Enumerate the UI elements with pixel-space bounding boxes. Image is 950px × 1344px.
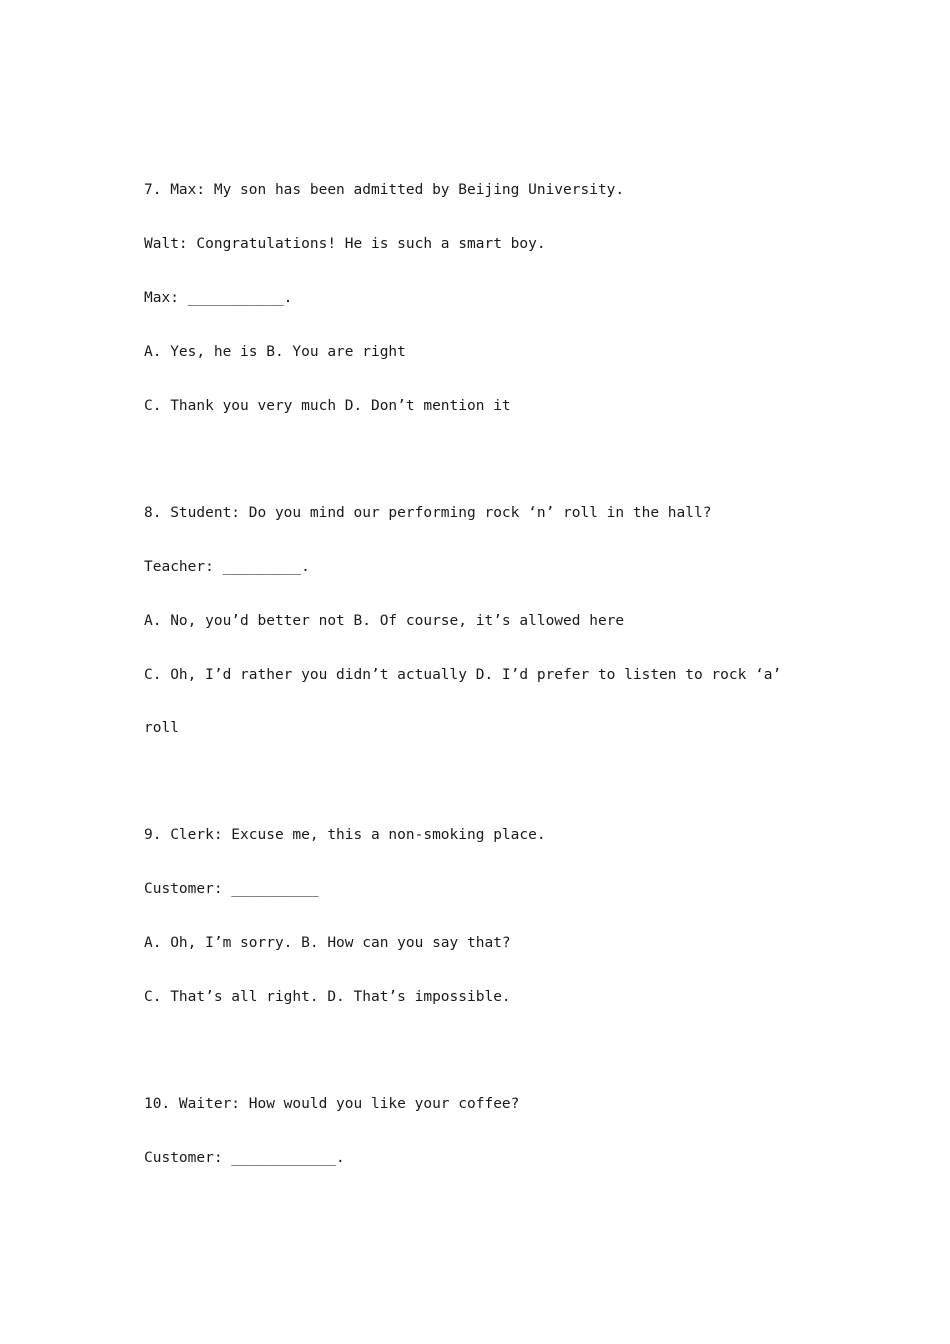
q7-reply: Walt: Congratulations! He is such a smart boy.	[144, 236, 546, 252]
q8-prompt: 8. Student: Do you mind our performing rock ‘n’ roll in the hall?	[144, 505, 712, 521]
q7-options-cd: C. Thank you very much D. Don’t mention it	[144, 398, 511, 414]
q8-blank: Teacher: _________.	[144, 559, 310, 575]
q10-prompt: 10. Waiter: How would you like your coffee?	[144, 1096, 520, 1112]
q8-options-ab: A. No, you’d better not B. Of course, it’s allowed here	[144, 613, 625, 629]
q9-options-cd: C. That’s all right. D. That’s impossible.	[144, 989, 511, 1005]
q8-options-cd-cont: roll	[144, 720, 179, 736]
q9-options-ab: A. Oh, I’m sorry. B. How can you say that?	[144, 935, 511, 951]
q9-prompt: 9. Clerk: Excuse me, this a non-smoking place.	[144, 827, 546, 843]
q9-blank: Customer: __________	[144, 881, 319, 897]
q8-options-cd: C. Oh, I’d rather you didn’t actually D. I’d prefer to listen to rock ‘a’	[144, 667, 782, 683]
q10-blank: Customer: ____________.	[144, 1150, 345, 1166]
q7-options-ab: A. Yes, he is B. You are right	[144, 344, 406, 360]
q7-blank: Max: ___________.	[144, 290, 293, 306]
q7-prompt: 7. Max: My son has been admitted by Beijing University.	[144, 182, 625, 198]
